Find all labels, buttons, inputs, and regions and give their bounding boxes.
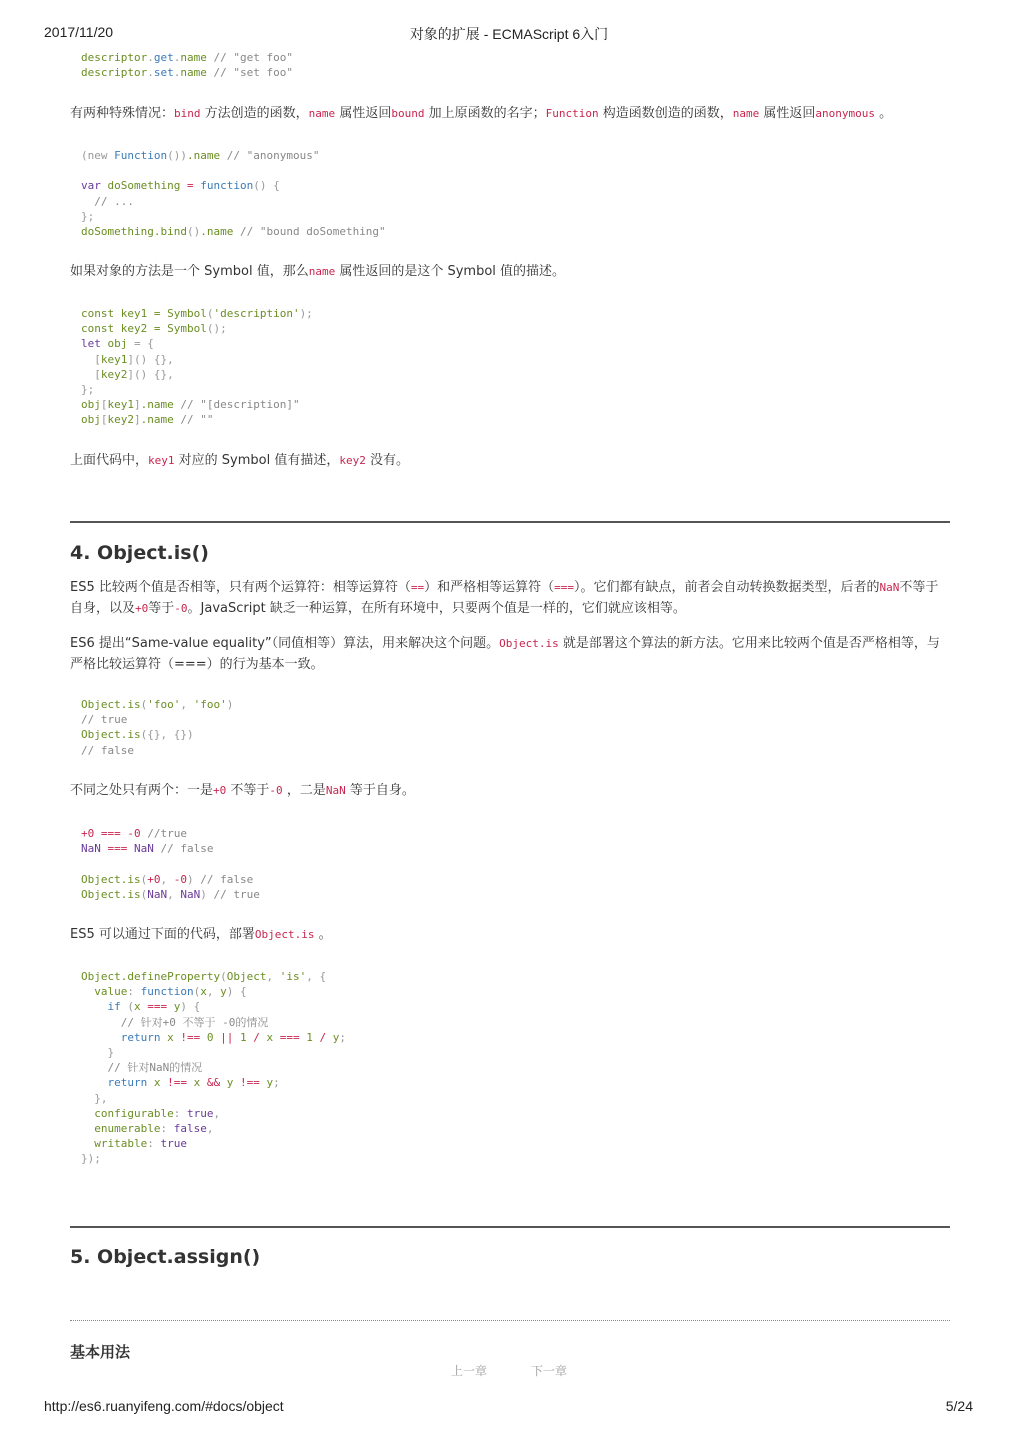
subsection-divider <box>70 1320 950 1321</box>
print-url: http://es6.ruanyifeng.com/#docs/object <box>44 1398 284 1414</box>
paragraph-same-value-equality: ES6 提出“Same-value equality”（同值相等）算法，用来解决这个问题。Object.is 就是部署这个算法的新方法。它用来比较两个值是否严格相等，与严格比较运算符（===）的行为基本一致。 <box>70 636 940 672</box>
prev-chapter-link[interactable]: 上一章 <box>451 1364 488 1378</box>
code-block-zero-nan: +0 === -0 //true NaN === NaN // false Object.is(+0, -0) // false Object.is(NaN, NaN) // true <box>81 827 260 901</box>
print-page-title: 对象的扩展 - ECMAScript 6入门 <box>409 26 609 42</box>
paragraph-es5-polyfill: ES5 可以通过下面的代码，部署Object.is 。 <box>70 927 332 942</box>
code-block-object-is-polyfill: Object.defineProperty(Object, 'is', { value: function(x, y) { if (x === y) { // 针对+0 不等于 -0的情况 return x !== 0 || 1 / x === 1 / y; } // 针对NaN的情况 return x !== x && y !== y; }, configurable: true, enumerable: false, writable: true }); <box>81 970 346 1166</box>
code-block-getter-setter-names: descriptor.get.name // "get foo" descriptor.set.name // "set foo" <box>81 51 293 80</box>
print-page-number: 5/24 <box>945 1398 973 1414</box>
paragraph-symbol-description: 上面代码中，key1 对应的 Symbol 值有描述，key2 没有。 <box>70 453 410 468</box>
paragraph-es5-equality: ES5 比较两个值是否相等，只有两个运算符：相等运算符（==）和严格相等运算符（===）。它们都有缺点，前者会自动转换数据类型，后者的NaN不等于自身，以及+0等于-0。JavaScript 缺乏一种运算，在所有环境中，只要两个值是一样的，它们就应该相等。 <box>70 580 939 616</box>
section-heading-object-assign: 5. Object.assign() <box>70 1246 261 1268</box>
section-divider <box>70 521 950 523</box>
paragraph-symbol-method-name: 如果对象的方法是一个 Symbol 值，那么name 属性返回的是这个 Symbol 值的描述。 <box>70 264 566 279</box>
code-block-symbol-keys: const key1 = Symbol('description'); const key2 = Symbol(); let obj = { [key1]() {}, [key2]() {}, }; obj[key1].name // "[description]" obj[key2].name // "" <box>81 307 313 427</box>
section-heading-object-is: 4. Object.is() <box>70 542 209 564</box>
paragraph-bind-function-name: 有两种特殊情况：bind 方法创造的函数，name 属性返回bound 加上原函数的名字；Function 构造函数创造的函数，name 属性返回anonymous 。 <box>70 106 893 121</box>
next-chapter-link[interactable]: 下一章 <box>531 1364 568 1378</box>
code-block-object-is-basic: Object.is('foo', 'foo') // true Object.is({}, {}) // false <box>81 698 234 757</box>
subsection-heading-basic-usage: 基本用法 <box>70 1343 131 1361</box>
code-block-anonymous-bound: (new Function()).name // "anonymous" var doSomething = function() { // ... }; doSomething.bind().name // "bound doSomething" <box>81 149 386 239</box>
section-divider <box>70 1226 950 1228</box>
print-date: 2017/11/20 <box>44 24 114 40</box>
paragraph-two-differences: 不同之处只有两个：一是+0 不等于-0 ，二是NaN 等于自身。 <box>70 783 415 798</box>
